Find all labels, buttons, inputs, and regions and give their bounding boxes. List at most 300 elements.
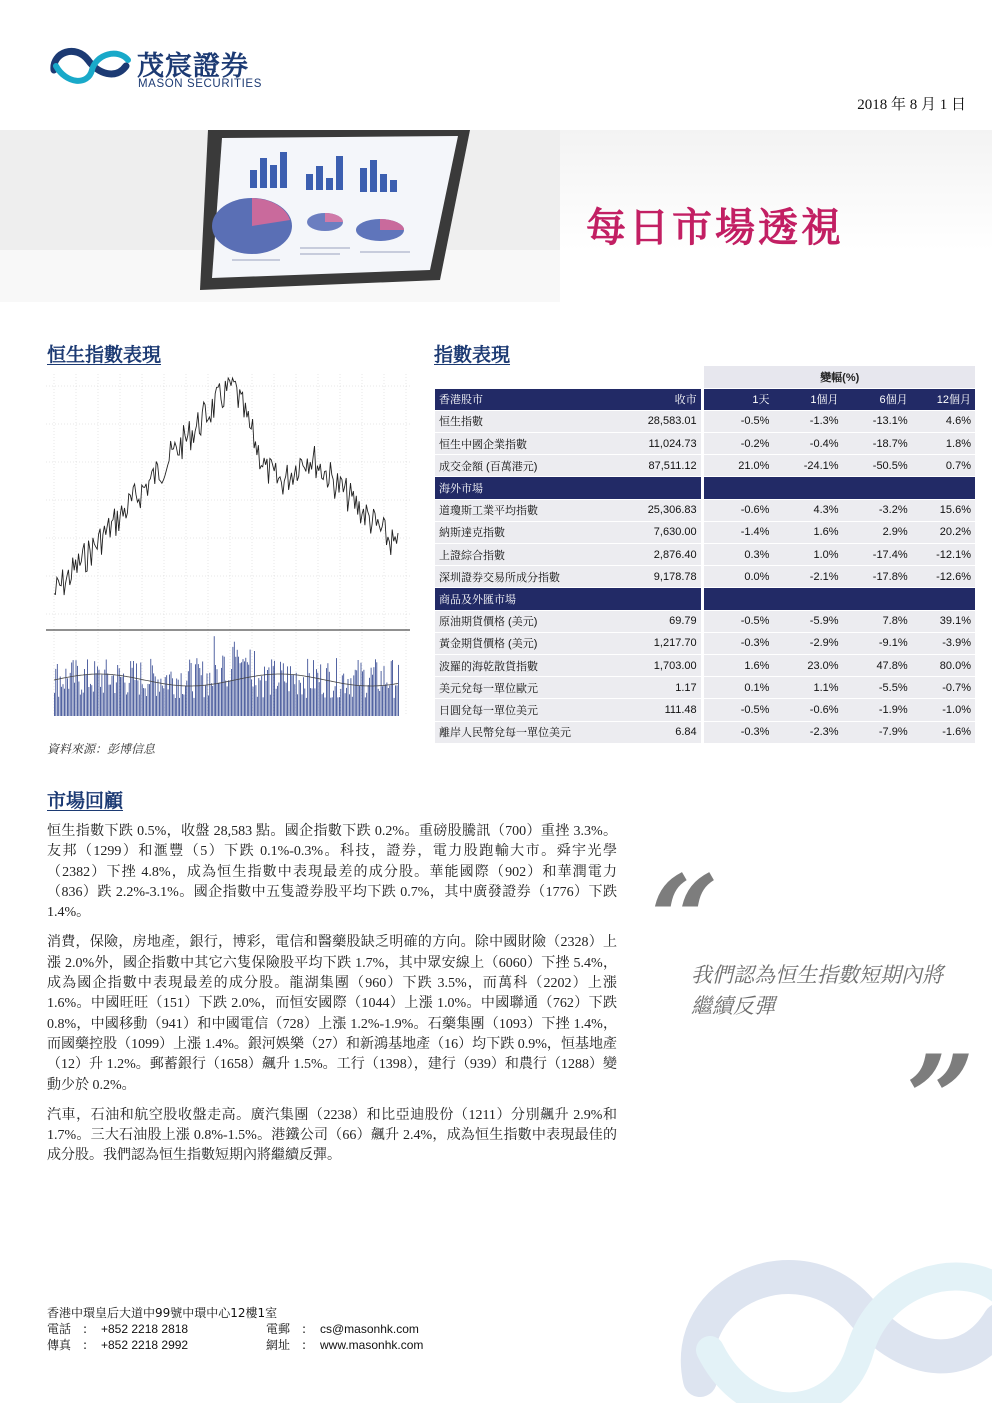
volume-bar	[310, 688, 311, 716]
close-value: 28,583.01	[643, 410, 701, 432]
index-name: 上證綜合指數	[435, 544, 643, 566]
change-12month: 80.0%	[912, 654, 975, 676]
volume-bar	[378, 689, 379, 716]
volume-bar	[379, 691, 380, 716]
volume-bar	[340, 689, 341, 716]
change-1month: 4.3%	[773, 499, 842, 521]
volume-bar	[132, 668, 133, 716]
change-1month: -0.6%	[773, 699, 842, 721]
volume-bar	[250, 650, 251, 716]
change-12month: -3.9%	[912, 632, 975, 654]
volume-bar	[66, 669, 67, 716]
review-paragraph-2: 消費，保險，房地產，銀行，博彩，電信和醫藥股缺乏明確的方向。除中國財險（2328）上漲 2.0%外，國企指數中其它六隻保險股平均下跌 1.7%，其中眾安線上（6060）下挫 5.4%，成為國企指數中表現最差的成分股。龍湖集團（960）下跌 3.5%，而萬科（2202）上漲 1.6%。中國旺旺（151）下跌 2.0%，而恒安國際（1044）上漲 1.0%。中國聯通（762）下跌 0.8%，中國移動（941）和中國電信（728）上漲 1.2%-1.9%。石藥集團（1093）下挫 1.4%，而國藥控股（1099）上漲 1.4%。銀河娛樂（27）和新鴻基地產（16）均下跌 0.9%，恒基地產（12）升 1.2%。郵蓄銀行（1658）飆升 1.5%。工行（1398），建行（939）和農行（1288）變動少於 0.2%。	[47, 935, 617, 1093]
volume-bar	[55, 669, 56, 716]
website-link[interactable]: www.masonhk.com	[320, 1338, 424, 1352]
volume-bar	[375, 659, 376, 716]
index-performance-title: 指數表現	[434, 344, 511, 366]
table-group-header-row	[435, 477, 975, 499]
volume-bar	[254, 651, 255, 716]
volume-bar	[332, 697, 333, 716]
index-name: 成交金額 (百萬港元)	[435, 455, 643, 477]
change-6month: -17.4%	[843, 544, 912, 566]
volume-bar	[280, 662, 281, 716]
volume-bar	[148, 684, 149, 716]
volume-bar	[212, 686, 213, 716]
volume-bar	[315, 688, 316, 716]
volume-bar	[253, 687, 254, 716]
volume-bar	[221, 668, 222, 716]
volume-bar	[80, 695, 81, 716]
change-12month: -1.0%	[912, 699, 975, 721]
volume-bar	[227, 686, 228, 716]
volume-bar	[257, 697, 258, 716]
change-1day: -1.4%	[704, 521, 773, 543]
volume-bar	[79, 682, 80, 717]
email-label: 電郵	[266, 1322, 291, 1336]
volume-bar	[381, 671, 382, 716]
volume-bar	[394, 698, 395, 716]
volume-bar	[181, 673, 182, 716]
tel-number: +852 2218 2818	[101, 1322, 189, 1336]
hsi-performance-title: 恒生指數表現	[47, 344, 162, 366]
email-link[interactable]: cs@masonhk.com	[320, 1322, 419, 1336]
table-row	[435, 410, 975, 432]
change-1month: -1.3%	[773, 410, 842, 432]
change-1month: -2.9%	[773, 632, 842, 654]
volume-bar	[103, 693, 104, 716]
chart-source-note: 資料來源：彭博信息	[47, 742, 156, 756]
volume-bar	[297, 694, 298, 716]
volume-bar	[140, 663, 141, 717]
volume-bar	[209, 673, 210, 716]
tel-label: 電話	[47, 1322, 72, 1336]
volume-bar	[382, 686, 383, 716]
volume-bar	[57, 664, 58, 716]
volume-bar	[369, 678, 370, 716]
volume-bar	[109, 685, 110, 716]
change-6month: 7.8%	[843, 610, 912, 632]
volume-bar	[93, 692, 94, 716]
volume-bar	[152, 665, 153, 716]
brand-name-en: MASON SECURITIES	[138, 78, 262, 90]
volume-bar	[339, 697, 340, 716]
change-1month: -2.1%	[773, 566, 842, 588]
volume-bar	[73, 660, 74, 716]
volume-bar	[115, 693, 116, 716]
volume-bar	[130, 661, 131, 716]
change-1day: -0.5%	[704, 610, 773, 632]
volume-bar	[179, 698, 180, 716]
volume-bar	[67, 678, 68, 716]
volume-bar	[260, 680, 261, 716]
change-12month: 20.2%	[912, 521, 975, 543]
volume-bar	[238, 657, 239, 716]
volume-bar	[207, 673, 208, 716]
close-quote-icon: ”	[906, 1029, 976, 1170]
volume-bar	[64, 689, 65, 716]
volume-bar	[139, 695, 140, 716]
volume-bar	[182, 694, 183, 716]
volume-bar	[76, 660, 77, 716]
index-name: 波羅的海乾散貨指數	[435, 654, 643, 676]
change-6month: -5.5%	[843, 677, 912, 699]
index-name: 納斯達克指數	[435, 521, 643, 543]
col-12month: 12個月	[912, 388, 975, 410]
change-1day: -0.3%	[704, 632, 773, 654]
fax-label: 傳真	[47, 1338, 72, 1352]
volume-bar	[328, 663, 329, 716]
change-1day: 0.0%	[704, 566, 773, 588]
change-6month: -7.9%	[843, 721, 912, 743]
change-12month: 39.1%	[912, 610, 975, 632]
volume-bar	[391, 661, 392, 716]
volume-bar	[303, 677, 304, 716]
change-6month: 47.8%	[843, 654, 912, 676]
volume-bar	[198, 664, 199, 716]
volume-bar	[309, 673, 310, 716]
volume-bar	[240, 663, 241, 716]
volume-bar	[389, 686, 390, 717]
volume-bar	[320, 664, 321, 716]
volume-bar	[60, 677, 61, 717]
change-1day: -0.3%	[704, 721, 773, 743]
hsi-price-volume-chart	[46, 374, 416, 736]
volume-bar	[294, 684, 295, 716]
table-row	[435, 521, 975, 543]
volume-bar	[142, 684, 143, 716]
change-1day: -0.5%	[704, 699, 773, 721]
volume-bar	[353, 675, 354, 716]
volume-bar	[211, 683, 212, 716]
volume-bar	[143, 688, 144, 716]
volume-bar	[313, 660, 314, 716]
fax-colon: :	[83, 1338, 88, 1352]
volume-bar	[135, 680, 136, 716]
volume-bar	[86, 675, 87, 717]
change-6month: -1.9%	[843, 699, 912, 721]
index-name: 恒生指數	[435, 410, 643, 432]
volume-bar	[355, 670, 356, 716]
change-percent-header: 變幅(%)	[704, 366, 975, 388]
volume-bar	[293, 674, 294, 716]
table-row	[435, 610, 975, 632]
close-value: 87,511.12	[643, 455, 701, 477]
volume-bar	[338, 697, 339, 716]
volume-bar	[192, 691, 193, 716]
volume-bar	[233, 647, 234, 716]
volume-bar	[398, 665, 399, 716]
volume-bar	[245, 658, 246, 716]
change-6month: -18.7%	[843, 433, 912, 455]
volume-bar	[244, 661, 245, 716]
volume-bar	[74, 683, 75, 716]
volume-bar	[323, 693, 324, 716]
volume-bar	[368, 685, 369, 716]
close-value: 111.48	[643, 699, 701, 721]
web-label: 網址	[266, 1338, 291, 1352]
volume-bar	[371, 668, 372, 716]
close-value: 25,306.83	[643, 499, 701, 521]
volume-bar	[273, 666, 274, 716]
volume-bar	[63, 684, 64, 716]
volume-bar	[120, 677, 121, 716]
table-row	[435, 499, 975, 521]
volume-bar	[292, 675, 293, 716]
volume-bar	[385, 684, 386, 716]
volume-bar	[304, 689, 305, 717]
volume-bar	[138, 680, 139, 716]
volume-bar	[87, 659, 88, 716]
change-6month: -13.1%	[843, 410, 912, 432]
volume-bar	[112, 676, 113, 716]
volume-bar	[346, 688, 347, 716]
review-paragraph-3: 汽車，石油和航空股收盤走高。廣汽集團（2238）和比亞迪股份（1211）分別飆升 2.9%和 1.7%。三大石油股上漲 0.8%-1.5%。港鐵公司（66）飆升 2.4%，成為恒生指數中表現最佳的成分股。我們認為恒生指數短期內將繼續反彈。	[47, 1107, 617, 1164]
volume-bar	[195, 664, 196, 716]
volume-bar	[171, 672, 172, 716]
index-name: 原油期貨價格 (美元)	[435, 610, 643, 632]
volume-bar	[330, 698, 331, 716]
change-1day: -0.6%	[704, 499, 773, 521]
volume-bar	[258, 678, 259, 716]
volume-bar	[165, 677, 166, 716]
volume-bar	[284, 681, 285, 716]
volume-bar	[208, 696, 209, 717]
table-row	[435, 677, 975, 699]
volume-bar	[325, 698, 326, 717]
volume-bar	[279, 683, 280, 717]
volume-bar	[231, 669, 232, 716]
volume-bar	[218, 683, 219, 716]
volume-bar	[58, 697, 59, 716]
table-row	[435, 654, 975, 676]
volume-bar	[261, 676, 262, 716]
volume-bar	[335, 686, 336, 716]
change-12month: 4.6%	[912, 410, 975, 432]
volume-bar	[169, 675, 170, 717]
volume-bar	[277, 686, 278, 716]
volume-bar	[194, 698, 195, 716]
volume-bar	[145, 688, 146, 716]
email-colon: :	[302, 1322, 307, 1336]
volume-bar	[123, 674, 124, 716]
volume-bar	[113, 675, 114, 716]
volume-bar	[307, 659, 308, 716]
office-address: 香港中環皇后大道中99號中環中心12樓1室	[47, 1306, 278, 1320]
volume-bar	[326, 668, 327, 716]
change-12month: 0.7%	[912, 455, 975, 477]
volume-bar	[263, 697, 264, 716]
change-12month: -0.7%	[912, 677, 975, 699]
volume-bar	[274, 661, 275, 716]
volume-bar	[224, 657, 225, 716]
volume-bar	[96, 673, 97, 716]
change-6month: -50.5%	[843, 455, 912, 477]
volume-bar	[70, 673, 71, 716]
volume-bar	[243, 659, 244, 716]
volume-bar	[290, 666, 291, 716]
volume-bar	[174, 694, 175, 716]
close-value: 7,630.00	[643, 521, 701, 543]
logo-mark-icon	[46, 40, 134, 92]
volume-bar	[161, 679, 162, 716]
volume-bar	[322, 694, 323, 716]
volume-bar	[90, 684, 91, 716]
change-1month: -2.3%	[773, 721, 842, 743]
volume-bar	[317, 673, 318, 716]
volume-bar	[150, 659, 151, 716]
volume-bar	[168, 689, 169, 716]
volume-bar	[358, 660, 359, 716]
volume-bar	[201, 675, 202, 716]
volume-bar	[397, 685, 398, 716]
volume-bar	[162, 686, 163, 716]
volume-bar	[89, 687, 90, 716]
volume-bar	[276, 689, 277, 716]
volume-bar	[104, 670, 105, 716]
volume-bar	[146, 696, 147, 716]
change-1month: 23.0%	[773, 654, 842, 676]
volume-bar	[362, 671, 363, 716]
volume-bar	[149, 684, 150, 716]
volume-bar	[302, 694, 303, 716]
brand-name-zh: 茂宸證券	[137, 51, 249, 82]
volume-bar	[184, 695, 185, 717]
index-name: 深圳證券交易所成分指數	[435, 566, 643, 588]
volume-bar	[199, 668, 200, 716]
change-1day: 1.6%	[704, 654, 773, 676]
close-value: 9,178.78	[643, 566, 701, 588]
volume-bar	[99, 670, 100, 716]
volume-bar	[61, 687, 62, 716]
volume-bar	[247, 662, 248, 716]
volume-bar	[83, 693, 84, 716]
volume-bar	[191, 663, 192, 716]
index-name: 美元兌每一單位歐元	[435, 677, 643, 699]
close-value: 11,024.73	[643, 433, 701, 455]
volume-bar	[376, 662, 377, 716]
volume-bar	[197, 658, 198, 716]
contact-footer	[47, 1305, 485, 1353]
watermark-logo-icon	[640, 1230, 992, 1403]
market-review-body	[47, 822, 617, 1177]
volume-bar	[136, 663, 137, 716]
col-6month: 6個月	[843, 388, 912, 410]
index-name: 道瓊斯工業平均指數	[435, 499, 643, 521]
volume-bar	[205, 686, 206, 716]
volume-bar	[300, 683, 301, 716]
volume-bar	[117, 665, 118, 716]
group-header-label: 海外市場	[435, 477, 643, 499]
volume-bar	[110, 685, 111, 716]
volume-bar	[116, 682, 117, 716]
volume-bar	[235, 657, 236, 716]
volume-bar	[264, 667, 265, 716]
change-6month: -17.8%	[843, 566, 912, 588]
volume-bar	[387, 683, 388, 717]
change-1month: 1.6%	[773, 521, 842, 543]
volume-bar	[172, 678, 173, 716]
change-1month: 1.1%	[773, 677, 842, 699]
change-6month: -3.2%	[843, 499, 912, 521]
volume-bar	[106, 660, 107, 717]
volume-bar	[220, 683, 221, 716]
volume-bar	[159, 692, 160, 716]
change-1day: 0.3%	[704, 544, 773, 566]
table-row	[435, 721, 975, 743]
volume-bar	[84, 669, 85, 716]
close-value: 2,876.40	[643, 544, 701, 566]
change-12month: -12.6%	[912, 566, 975, 588]
close-value: 1.17	[643, 677, 701, 699]
col-1month: 1個月	[773, 388, 842, 410]
fax-number: +852 2218 2992	[101, 1338, 189, 1352]
volume-bar	[107, 674, 108, 716]
volume-bar	[122, 677, 123, 716]
pull-quote: 我們認為恒生指數短期內將繼續反彈	[691, 963, 943, 1018]
volume-bar	[364, 670, 365, 716]
volume-bar	[374, 667, 375, 716]
col-1day: 1天	[704, 388, 773, 410]
close-value: 69.79	[643, 610, 701, 632]
change-1month: -5.9%	[773, 610, 842, 632]
volume-bar	[127, 692, 128, 716]
group-header-label: 商品及外匯市場	[435, 588, 643, 610]
volume-bar	[215, 665, 216, 716]
volume-bar	[251, 679, 252, 716]
volume-bar	[286, 683, 287, 716]
change-1day: 21.0%	[704, 455, 773, 477]
index-performance-table	[435, 366, 975, 744]
close-value: 6.84	[643, 721, 701, 743]
volume-bars	[54, 636, 399, 716]
volume-bar	[372, 675, 373, 716]
change-12month: 15.6%	[912, 499, 975, 521]
change-12month: -1.6%	[912, 721, 975, 743]
volume-bar	[270, 695, 271, 716]
volume-bar	[71, 663, 72, 717]
volume-bar	[266, 681, 267, 716]
change-12month: -12.1%	[912, 544, 975, 566]
volume-bar	[217, 669, 218, 716]
volume-bar	[248, 665, 249, 716]
table-row	[435, 632, 975, 654]
volume-bar	[299, 680, 300, 716]
volume-bar	[256, 685, 257, 716]
volume-bar	[228, 680, 229, 716]
tel-colon: :	[83, 1322, 88, 1336]
volume-bar	[361, 663, 362, 716]
volume-bar	[94, 661, 95, 716]
volume-bar	[384, 666, 385, 716]
volume-bar	[163, 688, 164, 716]
brand-logo	[46, 40, 276, 96]
volume-bar	[345, 693, 346, 716]
review-paragraph-1: 恒生指數下跌 0.5%，收盤 28,583 點。國企指數下跌 0.2%。重磅股騰訊（700）重挫 3.3%。友邦（1299）和滙豐（5）下跌 0.1%-0.3%。科技，證券，電力股跑輸大市。舜宇光學（2382）下挫 4.8%，成為恒生指數中表現最差的成分股。華能國際（902）和華潤電力（836）跌 2.2%-3.1%。國企指數中五隻證券股平均下跌 0.7%，其中廣發證券（1776）下跌 1.4%。	[47, 824, 617, 921]
volume-bar	[185, 686, 186, 716]
volume-bar	[188, 671, 189, 716]
banner-title: 每日市場透視	[586, 205, 844, 251]
volume-bar	[68, 689, 69, 716]
volume-bar	[129, 683, 130, 716]
volume-bar	[329, 672, 330, 716]
volume-bar	[289, 691, 290, 716]
table-row	[435, 699, 975, 721]
volume-bar	[214, 636, 215, 716]
volume-bar	[267, 670, 268, 716]
volume-bar	[281, 670, 282, 716]
change-1day: -0.5%	[704, 410, 773, 432]
change-1day: 0.1%	[704, 677, 773, 699]
